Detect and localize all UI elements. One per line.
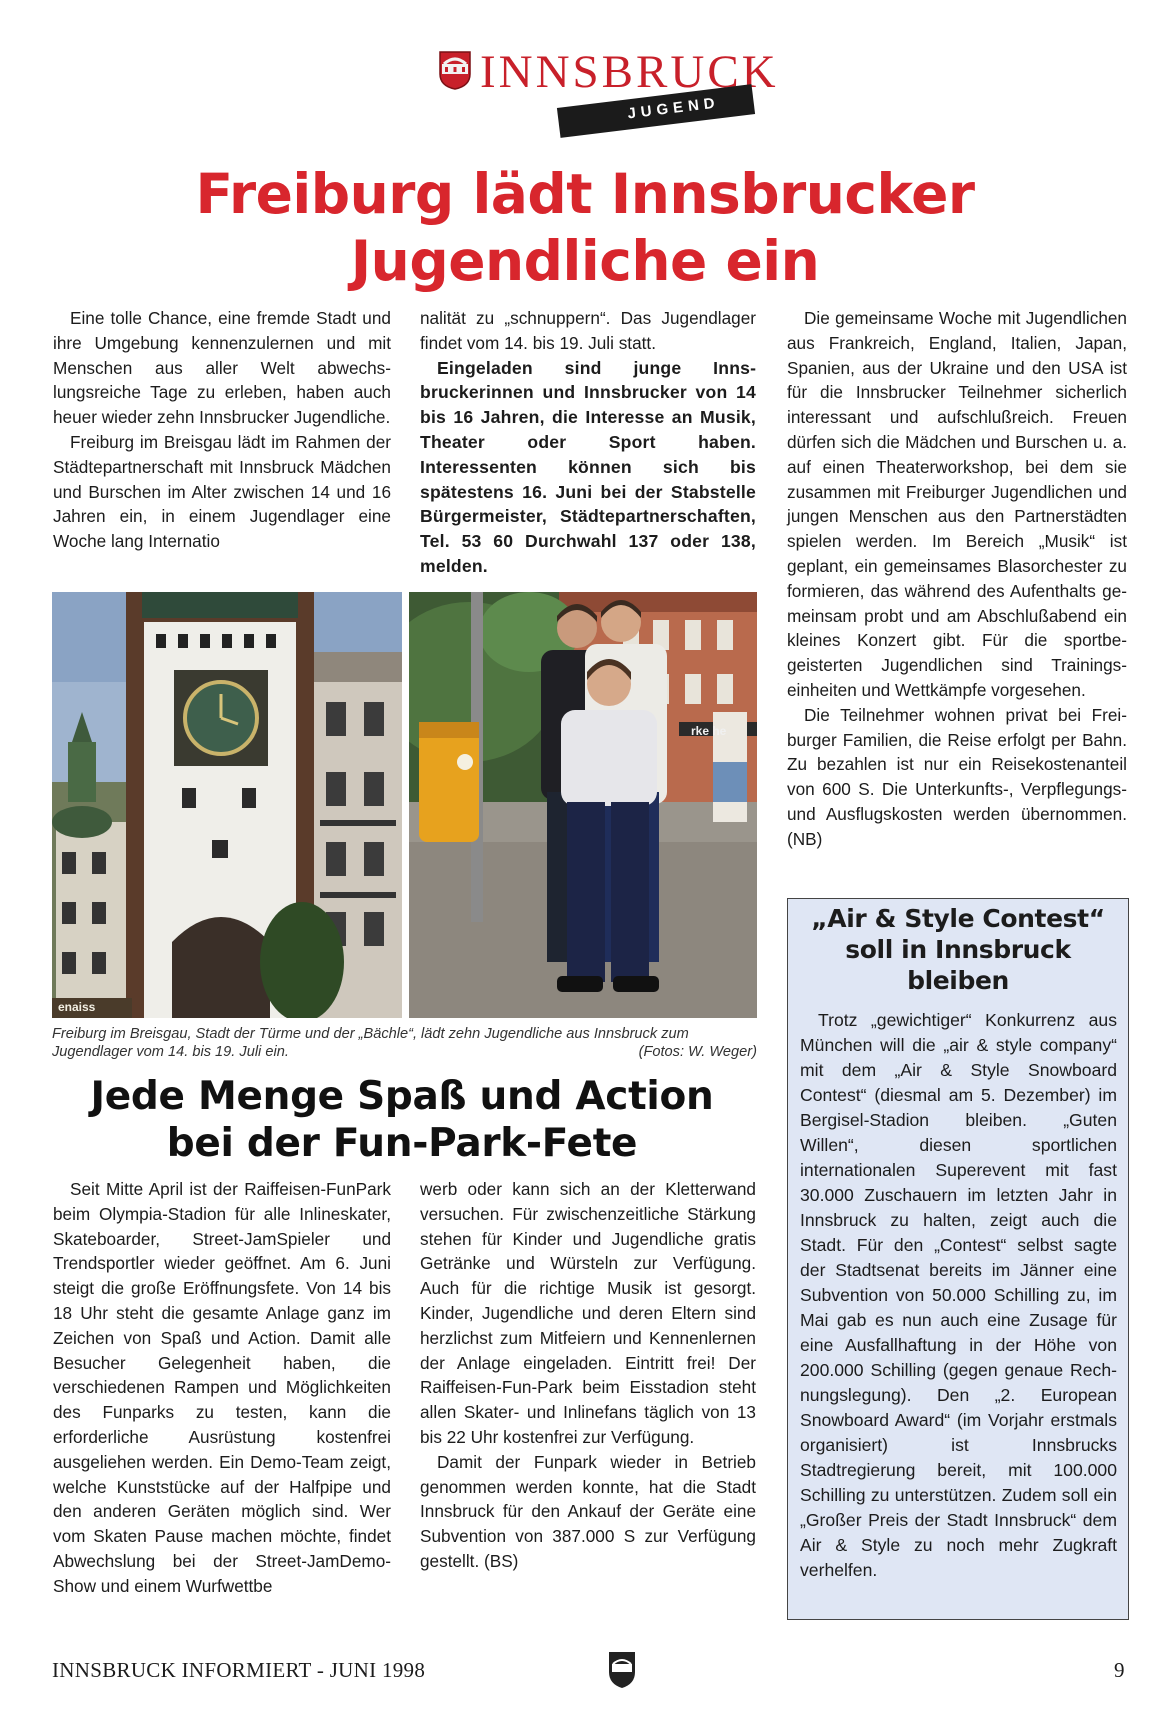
- second-headline: [52, 1073, 752, 1167]
- article2-paragraph: werb oder kann sich an der Kletterwand versuchen. Für zwischenzeitliche Stärkung stehen für Kinder und Jugendliche gratis Getränke und Würsteln zur Verfügung. Auch für die richtige Musik ist gesorgt. Kinder, Jugendliche und deren Eltern sind herzlichst zum Mitfeiern und Kennenlernen der Anlage eingeladen. Eintritt frei! Der Raiffeisen-Fun-Park beim Eisstadion steht allen Skater- und Inlinefans täglich von 13 bis 22 Uhr kostenfrei zur Verfügung.: [420, 1179, 756, 1447]
- article2-paragraph: Damit der Funpark wieder in Betrieb genommen werden konnte, hat die Stadt Innsbruck für den Ankauf der Geräte eine Subvention von 387.000 S zur Verfügung gestellt. (BS): [420, 1451, 756, 1571]
- sidebox-title: [788, 903, 1128, 996]
- logo-subtext: JUGEND: [626, 94, 721, 123]
- footer-publication: INNSBRUCK INFORMIERT - JUNI 1998: [52, 1658, 426, 1682]
- article1-bold-paragraph: Eingeladen sind junge Innsbruckerinnen und Innsbrucker von 14 bis 16 Jahren, die Interesse an Musik, Theater oder Sport haben. Interessenten können sich bis spätestens 16. Juni bei der Stabstelle Bürgermeister, Städtepartnerschaften, Tel. 53 60 Durchwahl 137 oder 138, melden.: [420, 357, 756, 576]
- page-number: 9: [1114, 1658, 1125, 1682]
- headline-line1: Freiburg lädt Innsbrucker: [195, 162, 975, 226]
- article2-column-1: [53, 1177, 391, 1599]
- footer-crest-icon: [607, 1650, 637, 1690]
- sidebox-title-line3: bleiben: [907, 966, 1009, 995]
- article1-column-2: [420, 306, 756, 579]
- caption-text: Freiburg im Breisgau, Stadt der Türme und der „Bächle“, lädt zehn Jugendliche aus Innsbruck zum Jugendlager vom 14. bis 19. Juli ein.: [52, 1026, 689, 1060]
- headline2-line1: Jede Menge Spaß und Action: [90, 1074, 714, 1119]
- article1-paragraph: nalität zu „schnuppern“. Das Jugendlager findet vom 14. bis 19. Juli statt.: [420, 308, 756, 353]
- article1-column-3: [787, 306, 1127, 852]
- article2-column-2: [420, 1177, 756, 1574]
- photo-freiburg-tower: [52, 592, 402, 1018]
- innsbruck-jugend-logo: [438, 46, 779, 136]
- article1-paragraph: Die gemeinsame Woche mit Jugendlichen aus Frankreich, England, Italien, Japan, Spanien, aus der Ukraine und den USA ist für die Innsbrucker Teilnehmer sicherlich interessant und aufschlußreich. Freuen dürfen sich die Mädchen und Burschen u. a. auf einen Theaterworkshop, bei dem sie zusammen mit Freiburger Jugendlichen und jungen Menschen aus den Partnerstädten spielen werden. Im Bereich „Musik“ ist geplant, ein gemeinsames Blasorchester zu formieren, das während des Aufenthalts gemeinsam probt und am Abschlußabend ein kleines Konzert gibt. Für die sportbegeisterten Jugendlichen sind Trainingseinheiten und Wettkämpfe vorgesehen.: [787, 308, 1127, 700]
- sidebox-title-line2: soll in Innsbruck: [845, 935, 1071, 964]
- photo-children-street: [409, 592, 757, 1018]
- innsbruck-crest-icon: [438, 50, 472, 90]
- article1-paragraph: Die Teilnehmer wohnen privat bei Freiburger Familien, die Reise erfolgt per Bahn. Zu bezahlen ist nur ein Reisekostenanteil von 600 S. Die Unterkunfts-, Verpflegungs- und Ausflugskosten werden übernommen. (NB): [787, 704, 1127, 849]
- headline2-line2: bei der Fun-Park-Fete: [166, 1121, 638, 1166]
- article1-paragraph: Eine tolle Chance, eine fremde Stadt und ihre Umgebung kennenzulernen und mit Menschen aus aller Welt abwechslungsreiche Tage zu erleben, haben auch heuer wieder zehn Innsbrucker Jugendliche.: [53, 308, 391, 428]
- sidebox-paragraph: Trotz „gewichtiger“ Konkurrenz aus München will die „air & style company“ mit dem „Air & Style Snowboard Contest“ (diesmal am 5. Dezember) im Bergisel-Stadion bleiben. „Guten Willen“, diesen sportlichen internationalen Superevent mit fast 30.000 Zuschauern im letzten Jahr in Innsbruck zu halten, zeigt auch die Stadt. Für den „Contest“ selbst sagte der Stadtsenat bereits im Jänner eine Subvention von 50.000 Schilling zu, im Mai gab es nun auch eine Zusage für eine Ausfallhaftung in der Höhe von 200.000 Schilling (gegen genaue Rechnungslegung). Den „2. European Snowboard Award“ (im Vorjahr erstmals organisiert) ist Innsbrucks Stadtregierung bereit, mit 100.000 Schilling zu unterstützen. Zudem soll ein „Großer Preis der Stadt Innsbruck“ dem Air & Style zu noch mehr Zugkraft verhelfen.: [800, 1010, 1117, 1580]
- air-style-sidebox: [787, 898, 1129, 1620]
- logo-wordmark: INNSBRUCK: [480, 46, 779, 98]
- shop-sign-text: enaiss: [58, 1000, 96, 1014]
- sidebox-title-line1: „Air & Style Contest“: [811, 904, 1105, 933]
- article2-paragraph: Seit Mitte April ist der Raiffeisen-FunPark beim Olympia-Stadion für alle Inlineskater, Skateboarder, Street-JamSpieler und Trendsportler wieder geöffnet. Am 6. Juni steigt die große Eröffnungsfete. Von 14 bis 18 Uhr steht die gesamte Anlage ganz im Zeichen von Spaß und Action. Damit alle Besucher Gelegenheit haben, die verschiedenen Rampen und Möglichkeiten des Funparks zu testen, kann die erforderliche Ausrüstung kostenfrei ausgeliehen werden. Ein Demo-Team zeigt, welche Kunststücke auf der Halfpipe und den anderen Geräten möglich sind. Wer vom Skaten Pause machen möchte, findet Abwechslung bei der Street-JamDemo-Show und einem Wurfwettbe: [53, 1179, 391, 1596]
- headline-line2: Jugendliche ein: [350, 229, 820, 293]
- article1-column-1: [53, 306, 391, 554]
- main-headline: [60, 161, 1110, 295]
- photo-credit: (Fotos: W. Weger): [638, 1044, 757, 1060]
- sidebox-body: [788, 1008, 1128, 1583]
- shop-sign-text: rke he: [691, 724, 727, 738]
- article1-paragraph: Freiburg im Breisgau lädt im Rahmen der Städtepartnerschaft mit Innsbruck Mädchen und Burschen im Alter zwischen 14 und 16 Jahren ein, in einem Jugendlager eine Woche lang Internatio: [53, 431, 391, 552]
- photo-caption: [52, 1025, 757, 1061]
